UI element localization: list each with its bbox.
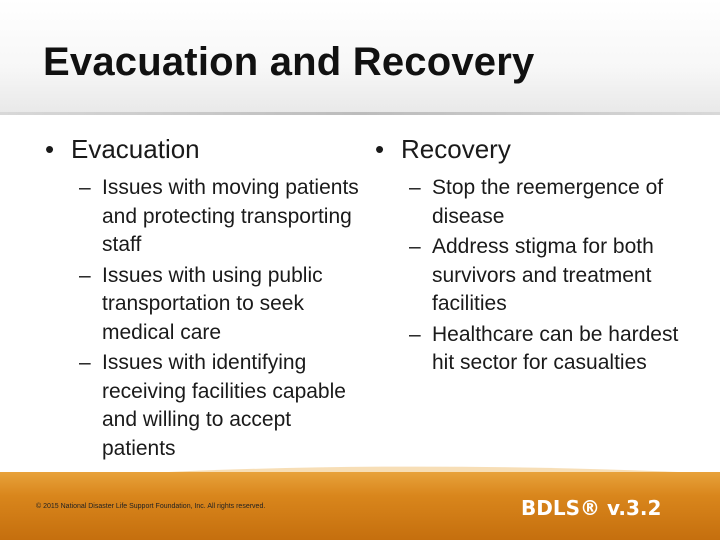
list-item-text: Issues with using public transportation to seek medical care — [102, 263, 323, 344]
dash-marker: – — [409, 322, 421, 346]
slide-title: Evacuation and Recovery — [43, 40, 535, 84]
list-item — [375, 233, 695, 319]
title-divider — [0, 112, 720, 115]
bullet-recovery — [375, 132, 695, 166]
version-label: BDLS® v.3.2 — [521, 496, 662, 520]
right-column — [375, 132, 695, 380]
list-item — [45, 174, 365, 260]
dash-marker: – — [409, 176, 421, 199]
list-item-text: Stop the reemergence of disease — [432, 176, 664, 228]
dash-marker: – — [409, 235, 421, 258]
left-column — [45, 132, 365, 465]
bullet-dot: • — [45, 134, 55, 164]
list-item — [375, 174, 695, 231]
list-item-text: Address stigma for both survivors and treatment facilities — [432, 235, 654, 315]
list-item-text: Issues with identifying receiving facilities capable and willing to accept patients — [102, 351, 346, 460]
dash-marker: – — [79, 263, 91, 287]
dash-marker: – — [79, 351, 91, 374]
bullet-evacuation — [45, 132, 365, 166]
bullet-heading-evacuation: Evacuation — [71, 134, 200, 164]
dash-marker: – — [79, 176, 91, 199]
evacuation-subitems — [45, 174, 365, 463]
copyright-text: © 2015 National Disaster Life Support Foundation, Inc. All rights reserved. — [36, 503, 266, 510]
list-item-text: Issues with moving patients and protecting transporting staff — [102, 176, 359, 256]
list-item — [45, 262, 365, 348]
bullet-dot: • — [375, 134, 385, 164]
bullet-heading-recovery: Recovery — [401, 134, 511, 164]
list-item-text: Healthcare can be hardest hit sector for casualties — [432, 322, 679, 374]
recovery-subitems — [375, 174, 695, 378]
list-item — [375, 321, 695, 378]
